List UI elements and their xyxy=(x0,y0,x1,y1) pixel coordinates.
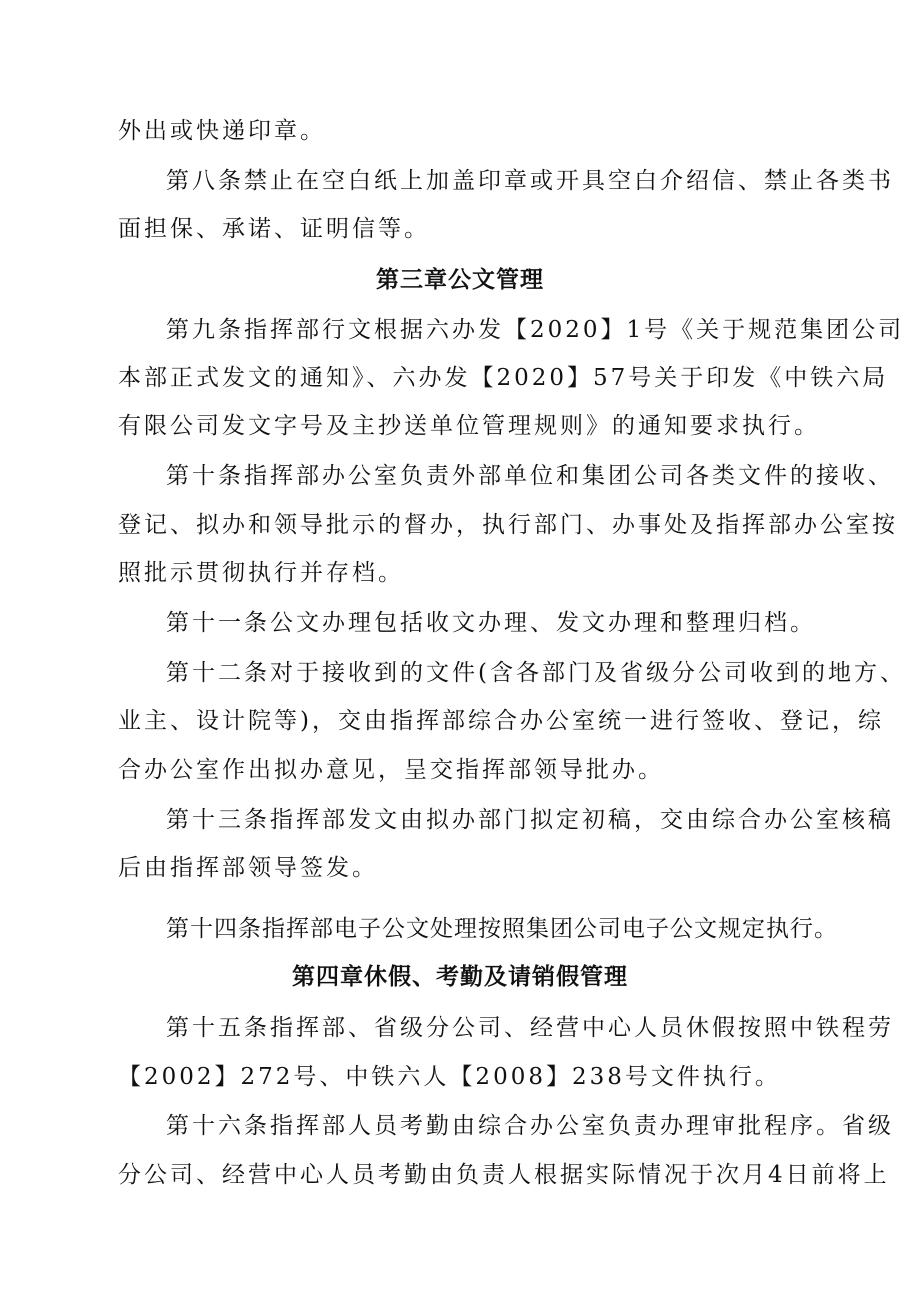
paragraph-line: 第十二条对于接收到的文件(含各部门及省级分公司收到的地方、 xyxy=(166,660,906,686)
paragraph-line: 第八条禁止在空白纸上加盖印章或开具空白介绍信、禁止各类书 xyxy=(166,168,894,194)
paragraph-line: 第十六条指挥部人员考勤由综合办公室负责办理审批程序。省级 xyxy=(166,1113,894,1139)
paragraph-line: 面担保、承诺、证明信等。 xyxy=(118,216,430,242)
paragraph-line: 合办公室作出拟办意见，呈交指挥部领导批办。 xyxy=(118,757,664,783)
paragraph-line: 照批示贯彻执行并存档。 xyxy=(118,560,404,586)
paragraph-line: 第十五条指挥部、省级分公司、经营中心人员休假按照中铁程劳 xyxy=(166,1015,894,1041)
paragraph-line: 登记、拟办和领导批示的督办，执行部门、办事处及指挥部办公室按 xyxy=(118,512,898,538)
paragraph-line: 第九条指挥部行文根据六办发【2020】1号《关于规范集团公司 xyxy=(166,317,905,343)
paragraph-line: 有限公司发文字号及主抄送单位管理规则》的通知要求执行。 xyxy=(118,413,820,439)
paragraph-line: 第十条指挥部办公室负责外部单位和集团公司各类文件的接收、 xyxy=(166,463,894,489)
paragraph-line: 【2002】272号、中铁六人【2008】238号文件执行。 xyxy=(118,1064,781,1090)
chapter-heading: 第三章公文管理 xyxy=(376,267,544,293)
paragraph-line: 业主、设计院等)，交由指挥部综合办公室统一进行签收、登记，综 xyxy=(118,708,884,734)
paragraph-line: 本部正式发文的通知》、六办发【2020】57号关于印发《中铁六局 xyxy=(118,365,889,391)
chapter-heading: 第四章休假、考勤及请销假管理 xyxy=(292,964,628,990)
paragraph-line: 第十四条指挥部电子公文处理按照集团公司电子公文规定执行。 xyxy=(166,916,838,942)
paragraph-line: 后由指挥部领导签发。 xyxy=(118,855,378,881)
paragraph-line: 第十三条指挥部发文由拟办部门拟定初稿，交由综合办公室核稿 xyxy=(166,807,894,833)
paragraph-line: 分公司、经营中心人员考勤由负责人根据实际情况于次月4日前将上 xyxy=(118,1162,890,1188)
paragraph-line: 外出或快递印章。 xyxy=(118,118,326,144)
paragraph-line: 第十一条公文办理包括收文办理、发文办理和整理归档。 xyxy=(166,610,816,636)
